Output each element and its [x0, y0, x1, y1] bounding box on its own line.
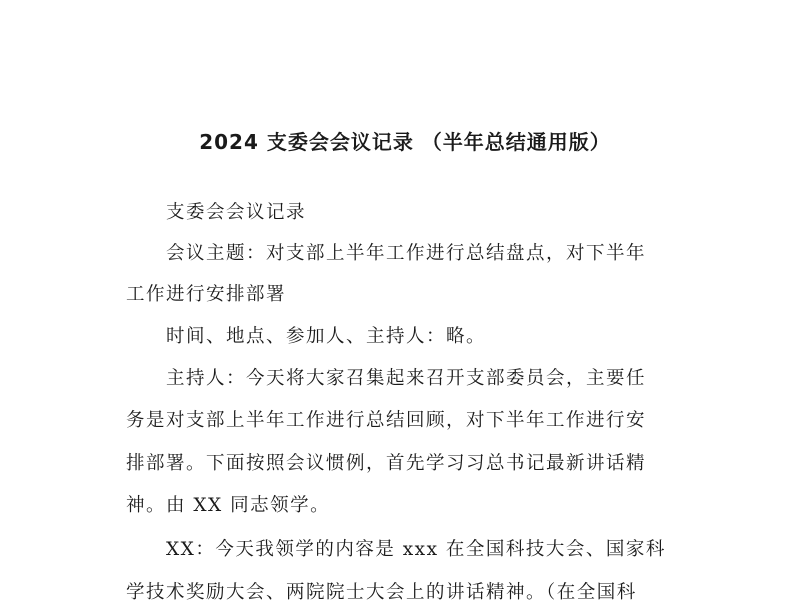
document-title: 2024 支委会会议记录 （半年总结通用版） [199, 130, 611, 154]
paragraph-line: 神。由 XX 同志领学。 [126, 495, 331, 516]
paragraph-line: 排部署。下面按照会议惯例，首先学习习总书记最新讲话精 [126, 453, 647, 474]
paragraph-line: 工作进行安排部署 [126, 284, 287, 305]
paragraph-line: 主持人：今天将大家召集起来召开支部委员会，主要任 [166, 368, 647, 389]
paragraph-line: 务是对支部上半年工作进行总结回顾，对下半年工作进行安 [126, 410, 647, 431]
paragraph-line: 时间、地点、参加人、主持人：略。 [166, 326, 487, 347]
paragraph-line: 支委会会议记录 [166, 202, 307, 223]
paragraph-line: XX：今天我领学的内容是 xxx 在全国科技大会、国家科 [166, 539, 666, 560]
paragraph-line: 学技术奖励大会、两院院士大会上的讲话精神。（在全国科 [126, 582, 637, 603]
paragraph-line: 会议主题：对支部上半年工作进行总结盘点，对下半年 [166, 243, 647, 264]
